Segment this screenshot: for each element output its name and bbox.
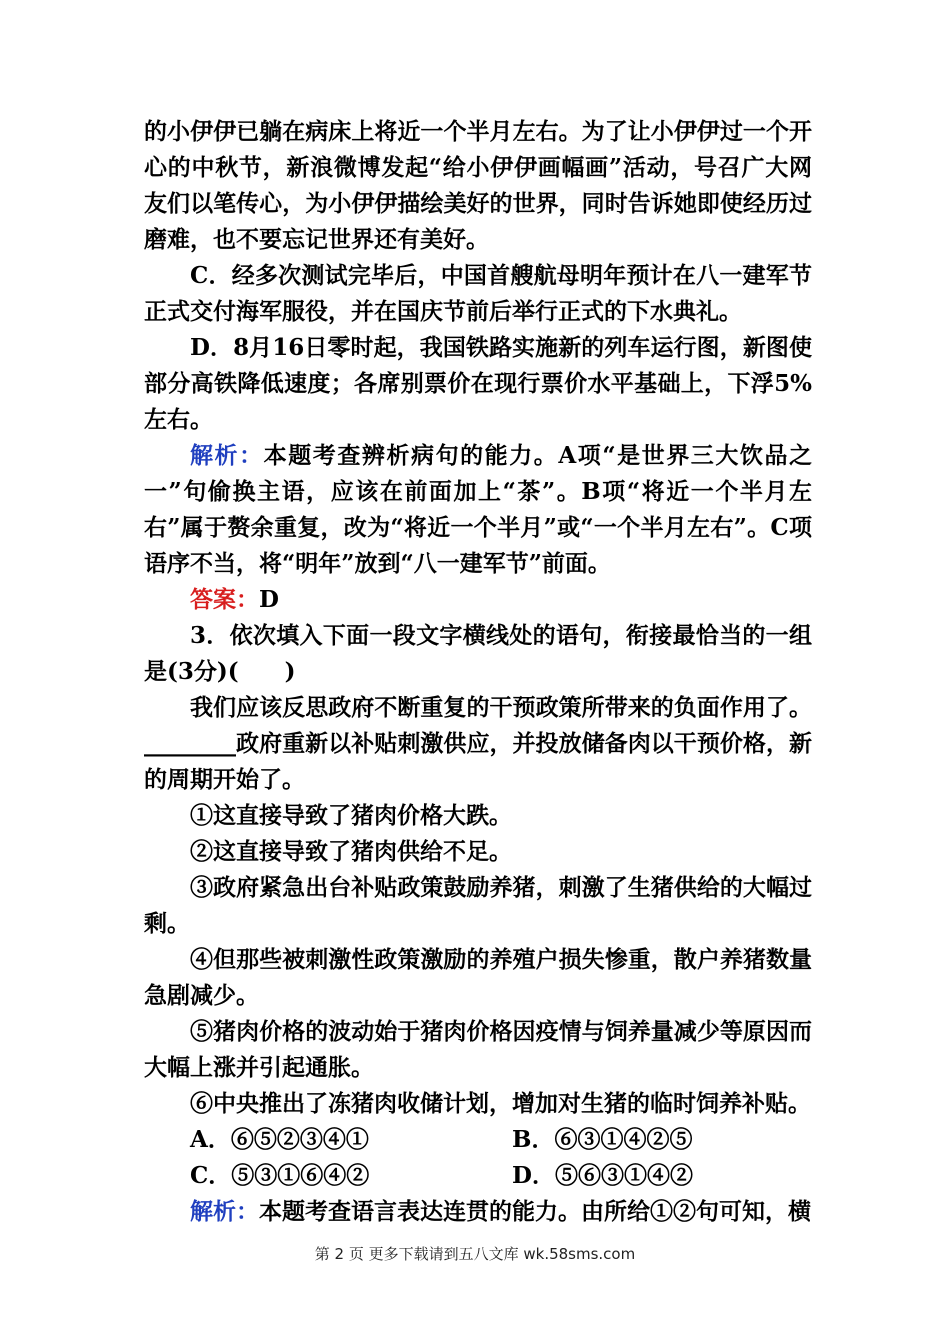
option-c: C．⑤③①⑥④② [190,1162,370,1189]
option-b: B．⑥③①④②⑤ [512,1126,693,1153]
analysis-text: 本题考查辨析病句的能力。A项“是世界三大饮品之一”句偷换主语，应该在前面加上“茶”。B项“将近一个半月左右”属于赘余重复，改为“将近一个半月”或“一个半月左右”。C项语序不当，将“明年”放到“八一建军节”前面。 [144,442,812,577]
sentence-item-3: ③政府紧急出台补贴政策鼓励养猪，刺激了生猪供给的大幅过剩。 [144,874,812,937]
document-body [144,114,812,1230]
sentence-item-4: ④但那些被刺激性政策激励的养殖户损失惨重，散户养猪数量急剧减少。 [144,946,812,1009]
option-d: D．⑤⑥③①④② [512,1162,693,1189]
analysis-paragraph-1 [144,438,812,582]
sentence-item-5: ⑤猪肉价格的波动始于猪肉价格因疫情与饲养量减少等原因而大幅上涨并引起通胀。 [144,1018,812,1081]
question-3-stem: 3．依次填入下面一段文字横线处的语句，衔接最恰当的一组是(3分)( ) [144,622,812,685]
answer-label: 答案： [190,586,259,613]
page-footer: 第 2 页 更多下载请到五八文库 wk.58sms.com [314,1245,636,1263]
sentence-item-6: ⑥中央推出了冻猪肉收储计划，增加对生猪的临时饲养补贴。 [190,1090,811,1117]
sentence-item-1: ①这直接导致了猪肉价格大跌。 [190,802,512,829]
option-a: A．⑥⑤②③④① [190,1126,369,1153]
answer-paragraph-1 [144,582,812,618]
sentence-item-2: ②这直接导致了猪肉供给不足。 [190,838,512,865]
analysis-paragraph-2 [144,1194,812,1230]
answer-options [144,1122,812,1194]
paragraph-option-c: C．经多次测试完毕后，中国首艘航母明年预计在八一建军节正式交付海军服役，并在国庆节前后举行正式的下水典礼。 [144,262,812,325]
analysis-text: 本题考查语言表达连贯的能力。由所给①②句可知，横 [259,1198,811,1225]
question-3-passage: 我们应该反思政府不断重复的干预政策所带来的负面作用了。________政府重新以补贴刺激供应，并投放储备肉以干预价格，新的周期开始了。 [144,694,812,793]
paragraph-option-d: D．8月16日零时起，我国铁路实施新的列车运行图，新图使部分高铁降低速度；各席别票价在现行票价水平基础上，下浮5%左右。 [144,334,812,433]
analysis-label: 解析： [190,442,264,469]
analysis-label: 解析： [190,1198,259,1225]
answer-text: D [259,586,279,613]
paragraph-option-b-continued: 的小伊伊已躺在病床上将近一个半月左右。为了让小伊伊过一个开心的中秋节，新浪微博发起“给小伊伊画幅画”活动，号召广大网友们以笔传心，为小伊伊描绘美好的世界，同时告诉她即使经历过磨难，也不要忘记世界还有美好。 [144,118,812,253]
